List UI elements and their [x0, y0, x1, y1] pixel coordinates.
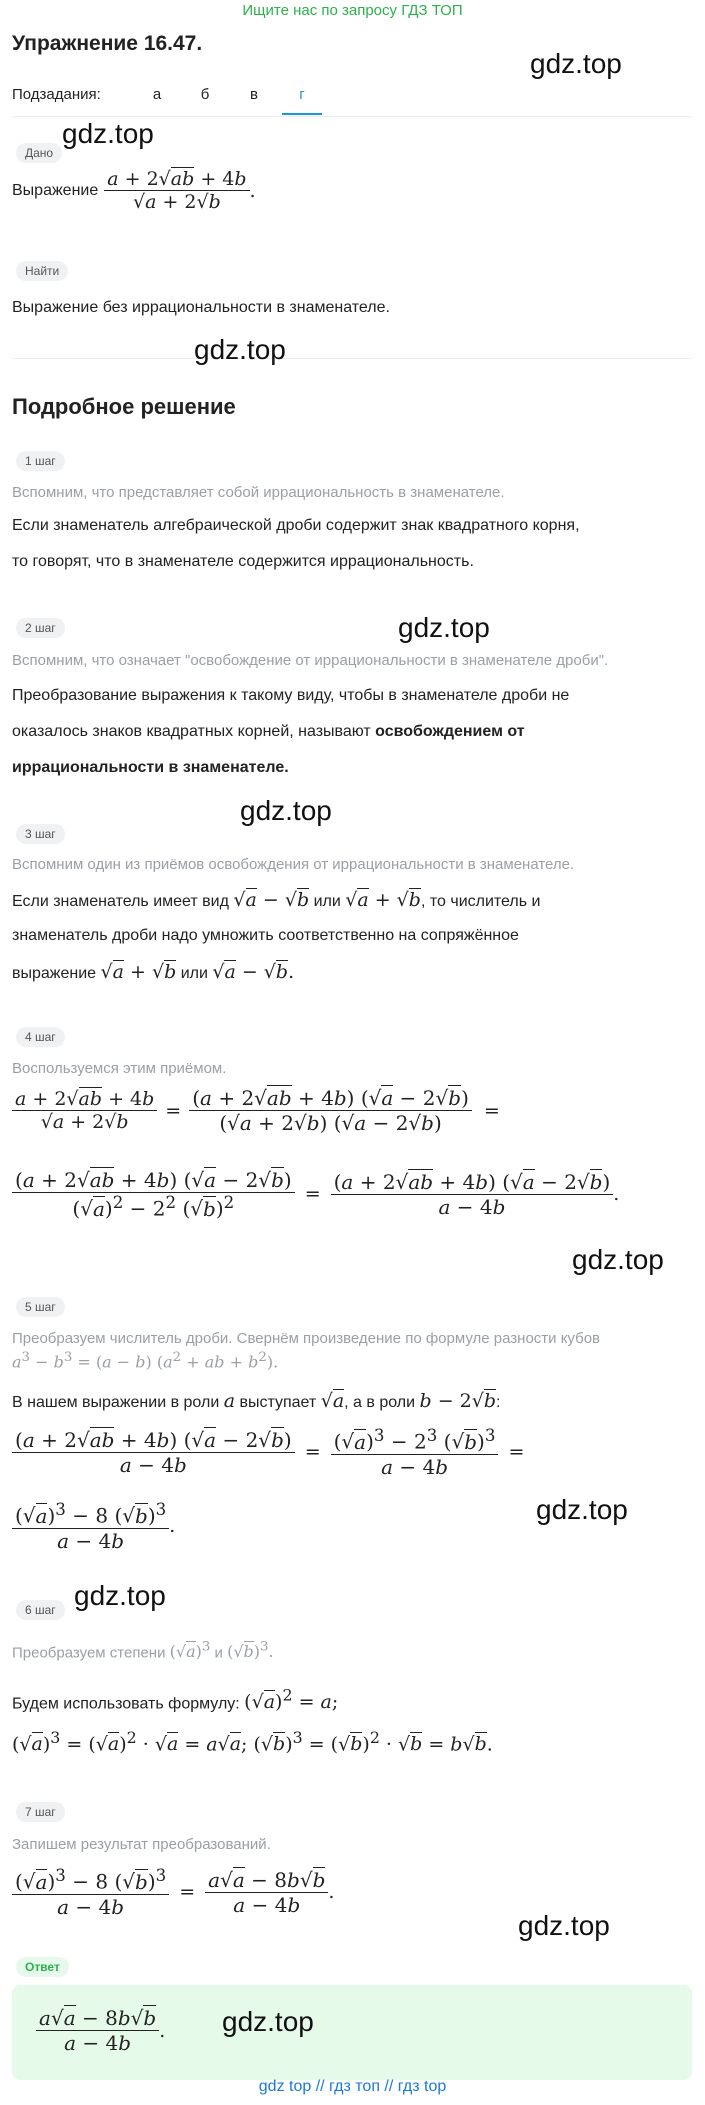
step-7-hint: Запишем результат преобразований.	[12, 1836, 271, 1853]
step-3-line-3: выражение √a + √b или √a − √b.	[12, 961, 295, 983]
watermark: gdz.top	[62, 118, 154, 149]
answer-expression: $\frac{a√a - 8b√b}{a - 4b}$ .	[36, 2006, 165, 2055]
step-2-hint: Вспомним, что означает "освобождение от иррациональности в знаменателе дроби".	[12, 652, 609, 669]
subtask-tab-v[interactable]: в	[250, 86, 258, 103]
step-4-badge: 4 шаг	[16, 1027, 65, 1047]
step-2-line-1: Преобразование выражения к такому виду, чтобы в знаменателе дроби не	[12, 687, 570, 704]
step-6-hint: Преобразуем степени $(√a)^3$ и $(√b)^3$.	[12, 1640, 274, 1662]
step-5-badge: 5 шаг	[16, 1297, 65, 1317]
watermark: gdz.top	[194, 334, 286, 365]
divider	[12, 358, 692, 359]
footer-links[interactable]: gdz top // гдз топ // гдз top	[258, 2078, 447, 2095]
watermark: gdz.top	[518, 1910, 610, 1941]
step-6-line-1: Будем использовать формулу: $(√a)^2 = a$;	[12, 1686, 339, 1714]
subtask-tab-g[interactable]: г	[299, 86, 305, 103]
step-5-hint: Преобразуем числитель дроби. Свернём произведение по формуле разности кубов	[12, 1330, 601, 1347]
watermark: gdz.top	[572, 1244, 664, 1275]
step-7-badge: 7 шаг	[16, 1802, 65, 1822]
watermark: gdz.top	[222, 2006, 314, 2037]
step-4-equation-1: $\frac{a + 2√ab + 4b}{√a + 2√b}$ = $\frac{(a + 2√ab + 4b) (√a - 2√b)}{(√a + 2√b) (√a - 2√b)}$ =	[12, 1086, 500, 1135]
given-badge: Дано	[16, 143, 62, 163]
step-6-formula: $(√a)^3 = (√a)^2 \cdot √a = a√a$; $(√b)^3 = (√b)^2 \cdot √b = b√b$.	[12, 1728, 493, 1756]
step-1-badge: 1 шаг	[16, 451, 65, 471]
watermark: gdz.top	[240, 795, 332, 826]
step-5-equation-2: $\frac{(√a)^3 - 8 (√b)^3}{a - 4b}$ .	[12, 1500, 175, 1553]
step-3-hint: Вспомним один из приёмов освобождения от иррациональности в знаменателе.	[12, 856, 575, 873]
step-1-line-2: то говорят, что в знаменателе содержится иррациональность.	[12, 553, 474, 570]
step-5-formula: $a^3 - b^3 = (a - b) (a^2$ + ab + $b^2$).	[12, 1350, 279, 1372]
step-4-equation-2: $\frac{(a + 2√ab + 4b) (√a - 2√b)}{(√a)^2 - 2^2 (√b)^2}$ = $\frac{(a + 2√ab + 4b) (√a - 2√b)}{a - 4b}$ .	[12, 1168, 619, 1221]
find-text: Выражение без иррациональности в знаменателе.	[12, 299, 390, 316]
subtask-tab-a[interactable]: а	[152, 86, 162, 103]
step-3-badge: 3 шаг	[16, 824, 65, 844]
watermark: gdz.top	[536, 1494, 628, 1525]
step-4-hint: Воспользуемся этим приёмом.	[12, 1060, 227, 1077]
step-1-line-1: Если знаменатель алгебраической дроби содержит знак квадратного корня,	[12, 517, 580, 534]
step-5-line-1: В нашем выражении в роли a выступает √a, а в роли b − 2√b:	[12, 1390, 501, 1412]
watermark: gdz.top	[398, 612, 490, 643]
given-expression: Выражение $\frac{a + 2√ab + 4b}{√a + 2√b}$ .	[12, 168, 256, 213]
search-banner[interactable]: Ищите нас по запросу ГДЗ ТОП	[242, 2, 463, 19]
page-title: Упражнение 16.47.	[12, 32, 203, 55]
watermark: gdz.top	[74, 1580, 166, 1611]
answer-badge: Ответ	[16, 1957, 69, 1977]
step-2-line-2: оказалось знаков квадратных корней, называют освобождением от	[12, 723, 525, 740]
step-7-equation: $\frac{(√a)^3 - 8 (√b)^3}{a - 4b}$ = $\frac{a√a - 8b√b}{a - 4b}$ .	[12, 1866, 334, 1919]
subtask-tab-b[interactable]: б	[200, 86, 210, 103]
step-3-line-2: знаменатель дроби надо умножить соответственно на сопряжённое	[12, 927, 519, 944]
watermark: gdz.top	[530, 48, 622, 79]
step-2-line-3: иррациональности в знаменателе.	[12, 759, 289, 776]
step-2-badge: 2 шаг	[16, 618, 65, 638]
find-badge: Найти	[16, 261, 68, 281]
solution-title: Подробное решение	[12, 394, 236, 419]
subtasks-label: Подзадания:	[12, 86, 101, 103]
step-5-equation-1: $\frac{(a + 2√ab + 4b) (√a - 2√b)}{a - 4b}$ = $\frac{(√a)^3 - 2^3 (√b)^3}{a - 4b}$ =	[12, 1426, 524, 1479]
step-3-line-1: Если знаменатель имеет вид √a − √b или √a + √b, то числитель и	[12, 889, 541, 911]
divider	[12, 116, 692, 117]
given-fraction: $\frac{a + 2√ab + 4b}{√a + 2√b}$	[104, 168, 249, 213]
active-tab-underline	[282, 113, 322, 115]
step-1-hint: Вспомним, что представляет собой иррациональность в знаменателе.	[12, 484, 505, 501]
given-prefix: Выражение	[12, 181, 99, 199]
step-6-badge: 6 шаг	[16, 1600, 65, 1620]
